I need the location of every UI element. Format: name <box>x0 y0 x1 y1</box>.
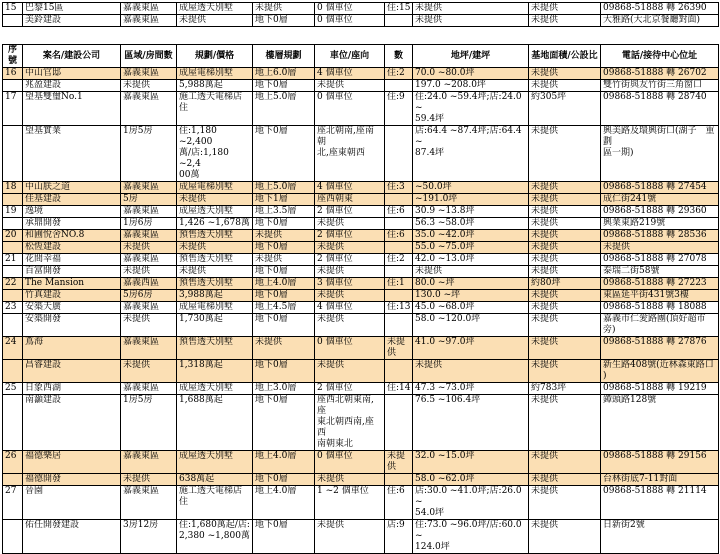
table-cell: 住:1,180 ~2,400 萬/店:1,180 ~2,4 00萬 <box>177 126 253 182</box>
column-header: 數 <box>385 45 413 68</box>
table-cell: 未提供 <box>529 218 601 230</box>
table-cell: 1,730萬起 <box>177 314 253 337</box>
table-cell: 未提供 <box>529 337 601 360</box>
table-row <box>3 254 719 266</box>
table-row <box>3 230 719 242</box>
table-row <box>3 474 719 486</box>
table-cell: 逸境 <box>23 206 121 218</box>
table-cell: 未提供 <box>601 242 719 254</box>
table-row <box>3 337 719 360</box>
table-cell: 未提供 <box>413 3 529 15</box>
table-cell: 0 個車位 <box>315 92 385 126</box>
table-cell: 百富開發 <box>23 266 121 278</box>
table-cell: 泰瑞二街58號 <box>601 266 719 278</box>
table-cell: 預售透天別墅 <box>177 278 253 290</box>
table-cell: 未提供 <box>385 337 413 360</box>
table-cell <box>385 314 413 337</box>
table-cell: 地上4.5層 <box>253 302 315 314</box>
table-cell: 雙竹街與友竹街三角窗口 <box>601 80 719 92</box>
table-cell: 21 <box>3 254 23 266</box>
table-cell: 未提供 <box>253 3 315 15</box>
table-row <box>3 486 719 520</box>
table-cell: 4 個車位 <box>315 182 385 194</box>
table-cell: 1,688萬起 <box>177 395 253 451</box>
table-cell: 58.0 ~120.0坪 <box>413 314 529 337</box>
table-cell: 鐔頭路128號 <box>601 395 719 451</box>
table-cell: 地下0層 <box>253 126 315 182</box>
table-cell: 未提供 <box>315 266 385 278</box>
table-row <box>3 451 719 474</box>
table-cell: 18 <box>3 182 23 194</box>
table-cell: 5房 <box>121 194 177 206</box>
table-cell: 09868-51888 轉 19219 <box>601 383 719 395</box>
table-cell: 未提供 <box>121 360 177 383</box>
table-cell: 32.0 ~15.0坪 <box>413 451 529 474</box>
table-cell: 1 ~2 個車位 <box>315 486 385 520</box>
column-header: 電話/接待中心位址 <box>601 45 719 68</box>
column-header: 區域/房間數 <box>121 45 177 68</box>
table-cell: 預售透天別墅 <box>177 230 253 242</box>
table-cell: 未提供 <box>253 254 315 266</box>
table-cell <box>3 242 23 254</box>
table-cell: 安築天廣 <box>23 302 121 314</box>
table-cell: 未提供 <box>121 266 177 278</box>
table-cell: 東區延平街431號3樓 <box>601 290 719 302</box>
table-cell: 地上4.0層 <box>253 486 315 520</box>
table-cell: 25 <box>3 383 23 395</box>
table-cell: 安築開發 <box>23 314 121 337</box>
table-cell: 座北朝南,座南朝 北,座東朝西 <box>315 126 385 182</box>
table-cell: 22 <box>3 278 23 290</box>
table-cell: 09868-51888 轉 28740 <box>601 92 719 126</box>
table-cell: 地下0層 <box>253 266 315 278</box>
column-header: 基地面積/公設比 <box>529 45 601 68</box>
table-cell: 成屋透天別墅 <box>177 383 253 395</box>
table-cell <box>385 194 413 206</box>
table-cell: 45.0 ~68.0坪 <box>413 302 529 314</box>
table-cell: 未提供 <box>413 15 529 27</box>
table-cell: 嘉義東區 <box>121 337 177 360</box>
table-cell: 興業東路219號 <box>601 218 719 230</box>
table-cell: 地下0層 <box>253 242 315 254</box>
table-row <box>3 15 719 27</box>
table-cell: 15 <box>3 3 23 15</box>
table-cell: 未提供 <box>315 520 385 554</box>
table-cell: 竹真建設 <box>23 290 121 302</box>
table-cell: 未提供 <box>121 242 177 254</box>
table-cell: 未提供 <box>177 194 253 206</box>
table-cell: 未提供 <box>121 314 177 337</box>
table-cell: 住:1,680萬起/店: 2,380 ~1,800萬 <box>177 520 253 554</box>
table-cell: 3,988萬起 <box>177 290 253 302</box>
table-cell: ~191.0坪 <box>413 194 529 206</box>
table-cell <box>3 520 23 554</box>
table-cell: 地上4.0層 <box>253 278 315 290</box>
table-cell <box>3 218 23 230</box>
table-cell: 佑任開發建設 <box>23 520 121 554</box>
table-cell: 嘉義市仁愛路團(頂好超市旁) <box>601 314 719 337</box>
table-cell: 70.0 ~80.0坪 <box>413 68 529 80</box>
table-cell: 地上6.0層 <box>253 68 315 80</box>
table-cell: 嘉義東區 <box>121 254 177 266</box>
table-cell <box>385 218 413 230</box>
table-cell: 嘉義東區 <box>121 206 177 218</box>
table-cell: 09868-51888 轉 26702 <box>601 68 719 80</box>
table-row <box>3 395 719 451</box>
table-cell: 美鈴建設 <box>23 15 121 27</box>
table-cell: 30.9 ~13.8坪 <box>413 206 529 218</box>
column-header: 車位/座向 <box>315 45 385 68</box>
table-row <box>3 242 719 254</box>
table-row <box>3 68 719 80</box>
table-cell: 未提供 <box>529 182 601 194</box>
table-cell <box>3 474 23 486</box>
table-cell: 嘉義東區 <box>121 486 177 520</box>
table-row <box>3 194 719 206</box>
table-cell: 巴黎15區 <box>23 3 121 15</box>
table-cell: 施工透天電梯店 住 <box>177 486 253 520</box>
table-cell: 19 <box>3 206 23 218</box>
table-cell: 店:9 <box>385 520 413 554</box>
table-cell: 新生路408號(近林森東路口 ) <box>601 360 719 383</box>
table-cell: 成屋透天別墅 <box>177 206 253 218</box>
table-cell: 嘉義東區 <box>121 182 177 194</box>
table-cell: 27 <box>3 486 23 520</box>
table-cell: 中山朕之道 <box>23 182 121 194</box>
table-cell: 未提供 <box>177 266 253 278</box>
table-cell: 地上4.0層 <box>253 451 315 474</box>
table-cell: 09868-51888 轉 27078 <box>601 254 719 266</box>
table-cell: 1,318萬起 <box>177 360 253 383</box>
table-cell: 16 <box>3 68 23 80</box>
header-row <box>3 45 719 68</box>
table-cell <box>385 15 413 27</box>
table-cell: 未提供 <box>121 474 177 486</box>
table-cell <box>3 194 23 206</box>
table-cell: 住:6 <box>385 206 413 218</box>
table-cell <box>385 126 413 182</box>
table-cell: 未提供 <box>385 451 413 474</box>
table-cell: 09868-51888 轉 27876 <box>601 337 719 360</box>
table-cell: 未提供 <box>529 302 601 314</box>
table-cell: 未提供 <box>529 486 601 520</box>
table-cell <box>3 15 23 27</box>
table-cell: 望基雙璽No.1 <box>23 92 121 126</box>
table-cell: 09868-51888 轉 27223 <box>601 278 719 290</box>
table-cell: 0 個車位 <box>315 15 385 27</box>
table-cell: 日新街2號 <box>601 520 719 554</box>
table-cell: 地上5.0層 <box>253 92 315 126</box>
table-cell: 松恆建設 <box>23 242 121 254</box>
table-cell: 09868-51888 轉 28536 <box>601 230 719 242</box>
table-row <box>3 290 719 302</box>
table-cell: 蔦海 <box>23 337 121 360</box>
table-cell: 47.3 ~73.0坪 <box>413 383 529 395</box>
table-cell: 09868-51888 轉 18088 <box>601 302 719 314</box>
table-cell: 未提供 <box>529 360 601 383</box>
table-cell: 嘉義東區 <box>121 68 177 80</box>
table-cell: 成屋電梯別墅 <box>177 182 253 194</box>
listing-table <box>2 44 719 554</box>
table-cell: 成屋透天別墅 <box>177 451 253 474</box>
table-cell: The Mansion <box>23 278 121 290</box>
table-cell: 南灝建設 <box>23 395 121 451</box>
table-cell: 0 個車位 <box>315 451 385 474</box>
table-cell: 座西北朝東南,座 東北朝西南,座西 南朝東北 <box>315 395 385 451</box>
table-cell: 1房5房 <box>121 126 177 182</box>
table-cell: 42.0 ~13.0坪 <box>413 254 529 266</box>
table-cell: 嘉義東區 <box>121 92 177 126</box>
table-cell: 58.0 ~62.0坪 <box>413 474 529 486</box>
table-cell: 未提供 <box>529 206 601 218</box>
table-cell: 130.0 ~坪 <box>413 290 529 302</box>
column-header: 序號 <box>3 45 23 68</box>
table-row <box>3 182 719 194</box>
table-cell: 未提供 <box>413 360 529 383</box>
table-cell: 197.0 ~208.0坪 <box>413 80 529 92</box>
column-header: 地坪/建坪 <box>413 45 529 68</box>
table-cell: 2 個車位 <box>315 383 385 395</box>
table-row <box>3 80 719 92</box>
table-cell: 未提供 <box>529 254 601 266</box>
table-cell: 2 個車位 <box>315 230 385 242</box>
table-cell: 昌睿建設 <box>23 360 121 383</box>
table-cell: 地上3.0層 <box>253 383 315 395</box>
table-cell: 未提供 <box>315 360 385 383</box>
column-header: 規劃/價格 <box>177 45 253 68</box>
table-cell: 未提供 <box>315 80 385 92</box>
table-cell: 09868-51888 轉 29156 <box>601 451 719 474</box>
table-cell <box>3 314 23 337</box>
table-cell: 約305坪 <box>529 92 601 126</box>
table-cell: 成屋電梯別墅 <box>177 302 253 314</box>
table-cell: 未提供 <box>121 80 177 92</box>
table-cell: 未提供 <box>529 194 601 206</box>
table-cell <box>385 242 413 254</box>
table-cell <box>3 80 23 92</box>
table-row <box>3 360 719 383</box>
table-cell: 未提供 <box>529 242 601 254</box>
table-cell: 大雅路(大北京餐廳對面) <box>601 15 719 27</box>
table-cell: 26 <box>3 451 23 474</box>
table-cell: 地下0層 <box>253 314 315 337</box>
table-cell: 成屋電梯別墅 <box>177 68 253 80</box>
table-cell: 0 個車位 <box>315 3 385 15</box>
table-cell: 地下0層 <box>253 15 315 27</box>
table-cell: 承鼎開發 <box>23 218 121 230</box>
table-cell: 日象西湖 <box>23 383 121 395</box>
table-cell: 地上5.0層 <box>253 182 315 194</box>
table-cell: 住:1 <box>385 278 413 290</box>
table-cell: 住:6 <box>385 230 413 242</box>
table-cell: 未提供 <box>315 242 385 254</box>
table-row <box>3 278 719 290</box>
table-cell: 住:3 <box>385 182 413 194</box>
table-cell: 地下0層 <box>253 395 315 451</box>
table-cell: 未提供 <box>529 520 601 554</box>
table-cell: 0 個車位 <box>315 337 385 360</box>
table-row <box>3 383 719 395</box>
table-cell: 店:30.0 ~41.0坪;店:26.0 ~ 54.0坪 <box>413 486 529 520</box>
table-cell: 1房6房 <box>121 218 177 230</box>
table-row <box>3 3 719 15</box>
table-cell: 住:2 <box>385 68 413 80</box>
column-header: 案名/建設公司 <box>23 45 121 68</box>
table-cell <box>385 266 413 278</box>
table-cell: 望基實業 <box>23 126 121 182</box>
table-cell: 未提供 <box>529 80 601 92</box>
table-cell: 35.0 ~42.0坪 <box>413 230 529 242</box>
table-cell: 未提供 <box>529 15 601 27</box>
table-cell: 未提供 <box>315 290 385 302</box>
table-cell: 56.3 ~58.0坪 <box>413 218 529 230</box>
table-cell: 2 個車位 <box>315 254 385 266</box>
table-cell: 地下0層 <box>253 360 315 383</box>
table-cell: 住:15 <box>385 3 413 15</box>
table-row <box>3 266 719 278</box>
table-cell: 未提供 <box>177 15 253 27</box>
table-cell: 未提供 <box>315 218 385 230</box>
table-cell: 興美路及環興街口(湖子 重劃 區一期) <box>601 126 719 182</box>
table-cell: 成仁街241號 <box>601 194 719 206</box>
table-cell: 5,988萬起 <box>177 80 253 92</box>
table-cell: 3房12房 <box>121 520 177 554</box>
table-cell: 施工透天電梯店 住 <box>177 92 253 126</box>
table-cell: 未提供 <box>529 395 601 451</box>
table-cell <box>3 126 23 182</box>
table-cell: 地下1層 <box>253 194 315 206</box>
table-cell: 09868-51888 轉 26390 <box>601 3 719 15</box>
table-cell: 76.5 ~106.4坪 <box>413 395 529 451</box>
table-cell: 晉園 <box>23 486 121 520</box>
table-cell: 未提供 <box>529 126 601 182</box>
table-cell: 約783坪 <box>529 383 601 395</box>
table-cell: 中山官邸 <box>23 68 121 80</box>
table-cell: 未提供 <box>529 314 601 337</box>
table-cell: 嘉義東區 <box>121 15 177 27</box>
table-cell: 20 <box>3 230 23 242</box>
table-cell: 09868-51888 轉 29360 <box>601 206 719 218</box>
table-cell: 09868-51888 轉 21114 <box>601 486 719 520</box>
table-cell: 55.0 ~75.0坪 <box>413 242 529 254</box>
table-cell <box>385 395 413 451</box>
table-cell: 41.0 ~97.0坪 <box>413 337 529 360</box>
table-cell: 福德開發 <box>23 474 121 486</box>
table-cell: 住:73.0 ~96.0坪/店:60.0 ~ 124.0坪 <box>413 520 529 554</box>
table-cell: 座西朝東 <box>315 194 385 206</box>
table-cell: 店:64.4 ~87.4坪;店:64.4 ~ 87.4坪 <box>413 126 529 182</box>
table-cell <box>385 474 413 486</box>
table-cell: 未提供 <box>253 230 315 242</box>
table-cell: 未提供 <box>253 337 315 360</box>
table-row <box>3 520 719 554</box>
table-cell: 4 個車位 <box>315 302 385 314</box>
table-cell: 預售透天別墅 <box>177 254 253 266</box>
table-cell: 地下0層 <box>253 80 315 92</box>
table-cell <box>385 290 413 302</box>
table-cell: 嘉義東區 <box>121 3 177 15</box>
table-cell: 09868-51888 轉 27454 <box>601 182 719 194</box>
table-cell: 未提供 <box>413 266 529 278</box>
table-cell: 地上3.5層 <box>253 206 315 218</box>
table-cell: 2 個車位 <box>315 206 385 218</box>
table-cell: 3 個車位 <box>315 278 385 290</box>
table-cell: 兆盈建設 <box>23 80 121 92</box>
table-cell: 住:14 <box>385 383 413 395</box>
table-cell: 未提供 <box>529 3 601 15</box>
table-cell: 未提供 <box>529 266 601 278</box>
table-cell: 5房6房 <box>121 290 177 302</box>
table-cell: 24 <box>3 337 23 360</box>
table-row <box>3 302 719 314</box>
table-cell: 80.0 ~坪 <box>413 278 529 290</box>
table-cell: 未提供 <box>529 474 601 486</box>
table-cell: 約80坪 <box>529 278 601 290</box>
table-cell: 嘉義東區 <box>121 383 177 395</box>
table-cell: 住:24.0 ~59.4坪;店:24.0 ~ 59.4坪 <box>413 92 529 126</box>
table-row <box>3 314 719 337</box>
table-cell: 福德樂居 <box>23 451 121 474</box>
table-cell: 1房5房 <box>121 395 177 451</box>
table-cell: 未提供 <box>529 68 601 80</box>
table-cell: 地下0層 <box>253 520 315 554</box>
table-cell: 638萬起 <box>177 474 253 486</box>
table-cell: 和圃悅舍NO.8 <box>23 230 121 242</box>
table-cell: 未提供 <box>177 242 253 254</box>
column-header: 樓層規劃 <box>253 45 315 68</box>
table-cell: 住:2 <box>385 254 413 266</box>
table-cell: 嘉義西區 <box>121 278 177 290</box>
table-cell: 未提供 <box>315 314 385 337</box>
top-partial-table <box>2 2 719 27</box>
table-cell <box>385 360 413 383</box>
table-cell <box>3 360 23 383</box>
table-cell: 嘉義東區 <box>121 230 177 242</box>
table-cell: ~50.0坪 <box>413 182 529 194</box>
table-row <box>3 206 719 218</box>
table-cell: 1,426 ~1,678萬 <box>177 218 253 230</box>
table-cell: 花間幸福 <box>23 254 121 266</box>
table-row <box>3 218 719 230</box>
table-cell: 未提供 <box>529 230 601 242</box>
table-cell: 佳基建設 <box>23 194 121 206</box>
table-cell: 地下0層 <box>253 474 315 486</box>
table-cell: 17 <box>3 92 23 126</box>
table-cell: 23 <box>3 302 23 314</box>
table-row <box>3 126 719 182</box>
table-cell <box>3 266 23 278</box>
table-cell: 預售透天別墅 <box>177 337 253 360</box>
table-cell: 地下0層 <box>253 218 315 230</box>
table-cell: 未提供 <box>529 451 601 474</box>
table-cell: 成屋透天別墅 <box>177 3 253 15</box>
table-cell: 嘉義東區 <box>121 451 177 474</box>
table-cell: 住:6 <box>385 486 413 520</box>
table-cell: 住:13 <box>385 302 413 314</box>
table-cell: 未提供 <box>315 474 385 486</box>
table-cell: 嘉義東區 <box>121 302 177 314</box>
table-cell: 未提供 <box>529 290 601 302</box>
table-cell <box>385 80 413 92</box>
table-cell: 地下0層 <box>253 290 315 302</box>
table-row <box>3 92 719 126</box>
table-cell: 住:9 <box>385 92 413 126</box>
table-cell: 4 個車位 <box>315 68 385 80</box>
table-cell <box>3 290 23 302</box>
table-cell <box>3 395 23 451</box>
table-cell: 台林街底7-11對面 <box>601 474 719 486</box>
